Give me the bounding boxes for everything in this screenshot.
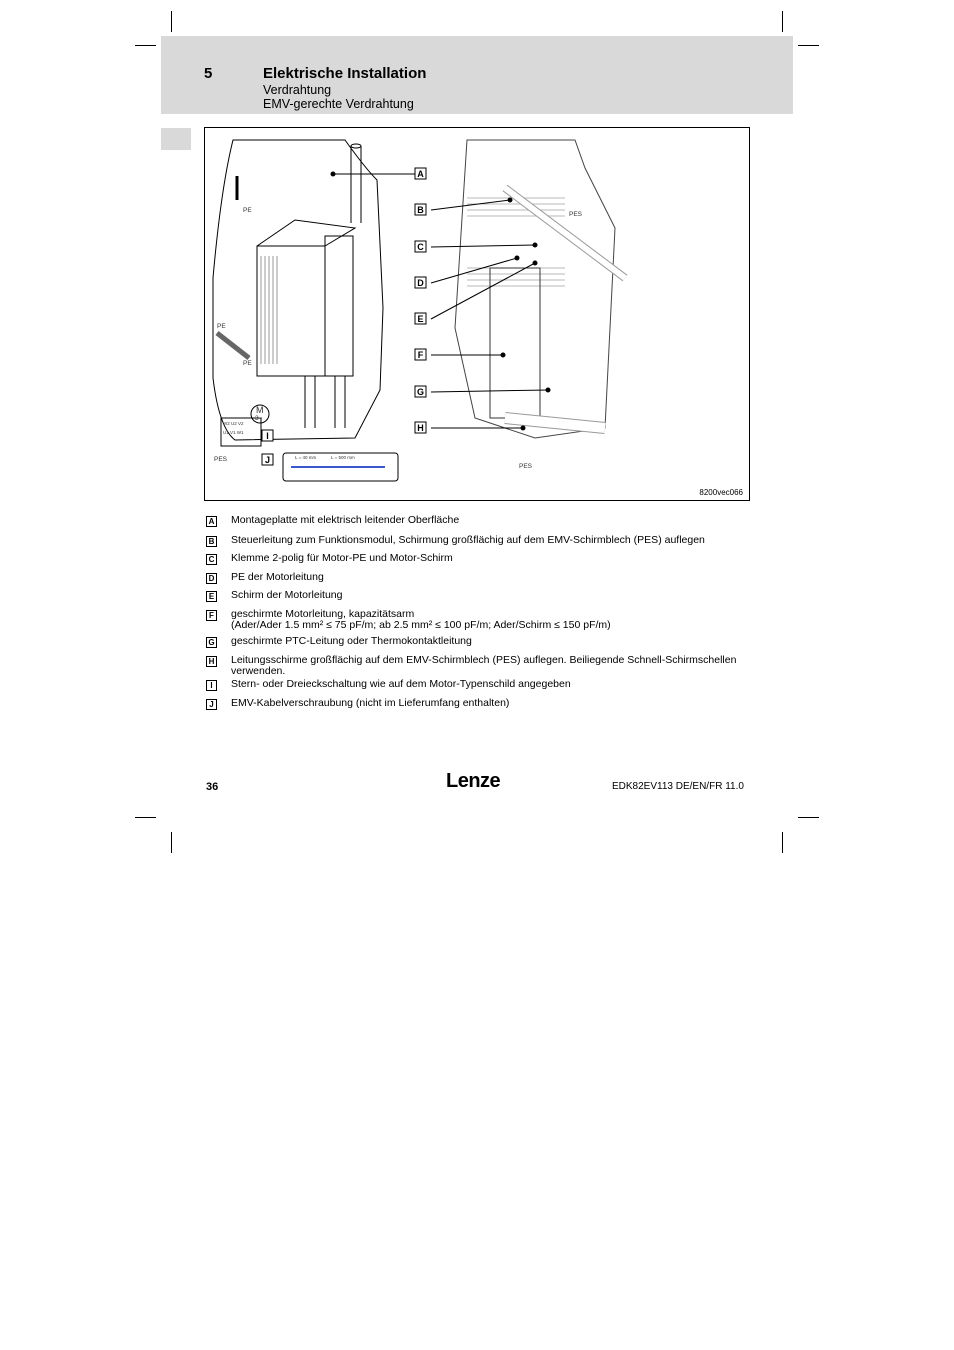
callout-g: G <box>416 387 425 397</box>
crop-mark <box>171 832 172 853</box>
legend-key: E <box>206 591 217 602</box>
legend-key: C <box>206 554 217 565</box>
section-title: Verdrahtung <box>263 83 332 97</box>
crop-mark <box>135 45 156 46</box>
label-pe-mid: PE <box>217 323 226 330</box>
legend-key: A <box>206 516 217 527</box>
legend-text: EMV-Kabelverschraubung (nicht im Lieferumfang enthalten) <box>231 697 510 709</box>
callout-j: J <box>264 455 271 465</box>
label-pes-top: PES <box>569 211 583 218</box>
legend-text-line: Leitungsschirme großflächig auf dem EMV-Schirmblech (PES) auflegen. Beiliegende Schnell-Schirmschellen <box>231 654 737 666</box>
page-number: 36 <box>206 781 219 793</box>
legend-key: I <box>206 680 217 691</box>
legend-text-line: (Ader/Ader 1.5 mm² ≤ 75 pF/m; ab 2.5 mm² ≤ 100 pF/m; Ader/Schirm ≤ 150 pF/m) <box>231 619 611 631</box>
callout-i: I <box>266 431 269 441</box>
callout-h: H <box>417 423 424 433</box>
legend-key: B <box>206 536 217 547</box>
legend-text <box>231 609 741 631</box>
header-band <box>161 36 793 114</box>
legend-key: J <box>206 699 217 710</box>
legend-text <box>231 655 741 677</box>
legend-text: geschirmte PTC-Leitung oder Thermokontaktleitung <box>231 635 472 647</box>
crop-mark <box>171 11 172 32</box>
label-motor-m: M <box>256 405 264 415</box>
label-terminals-bottom: U1 V1 W1 <box>223 430 244 435</box>
legend-text: PE der Motorleitung <box>231 571 324 583</box>
subsection-title: EMV-gerechte Verdrahtung <box>263 97 414 111</box>
document-id: EDK82EV113 DE/EN/FR 11.0 <box>612 781 744 792</box>
crop-mark <box>135 817 156 818</box>
crop-mark <box>782 11 783 32</box>
chapter-number: 5 <box>204 65 213 82</box>
legend-key: G <box>206 637 217 648</box>
legend-key: H <box>206 656 217 667</box>
legend-key: F <box>206 610 217 621</box>
chapter-title: Elektrische Installation <box>263 65 427 82</box>
label-length-1: L = 40 mm <box>295 455 317 460</box>
crop-mark <box>798 45 819 46</box>
label-terminals-top: W2 U2 V2 <box>223 421 244 426</box>
callout-d: D <box>417 278 424 288</box>
callout-c: C <box>417 242 424 252</box>
callout-a: A <box>417 169 424 179</box>
label-pe-top: PE <box>243 207 252 214</box>
label-pes-left: PES <box>214 456 228 463</box>
callout-e: E <box>417 314 424 324</box>
wiring-figure <box>204 127 750 501</box>
label-pes-right: PES <box>519 463 533 470</box>
wiring-illustration <box>205 128 749 500</box>
side-tab <box>161 128 191 150</box>
crop-mark <box>782 832 783 853</box>
legend-text-line: geschirmte Motorleitung, kapazitätsarm <box>231 608 415 620</box>
callout-b: B <box>417 205 424 215</box>
legend-text: Stern- oder Dreieckschaltung wie auf dem Motor-Typenschild angegeben <box>231 678 571 690</box>
label-length-2: L = 500 mm <box>331 455 355 460</box>
label-pe-low: PE <box>243 360 252 367</box>
lenze-logo: Lenze <box>446 770 501 792</box>
figure-id: 8200vec066 <box>699 488 743 497</box>
callout-f: F <box>417 350 424 360</box>
legend-text: Montageplatte mit elektrisch leitender Oberfläche <box>231 514 460 526</box>
label-motor-phase: 3~ <box>255 415 263 422</box>
crop-mark <box>798 817 819 818</box>
legend-text: Steuerleitung zum Funktionsmodul, Schirmung großflächig auf dem EMV-Schirmblech (PES) auflegen <box>231 534 705 546</box>
legend-text: Schirm der Motorleitung <box>231 589 343 601</box>
legend-key: D <box>206 573 217 584</box>
legend-text: Klemme 2-polig für Motor-PE und Motor-Schirm <box>231 552 453 564</box>
legend-text-line: verwenden. <box>231 665 286 677</box>
